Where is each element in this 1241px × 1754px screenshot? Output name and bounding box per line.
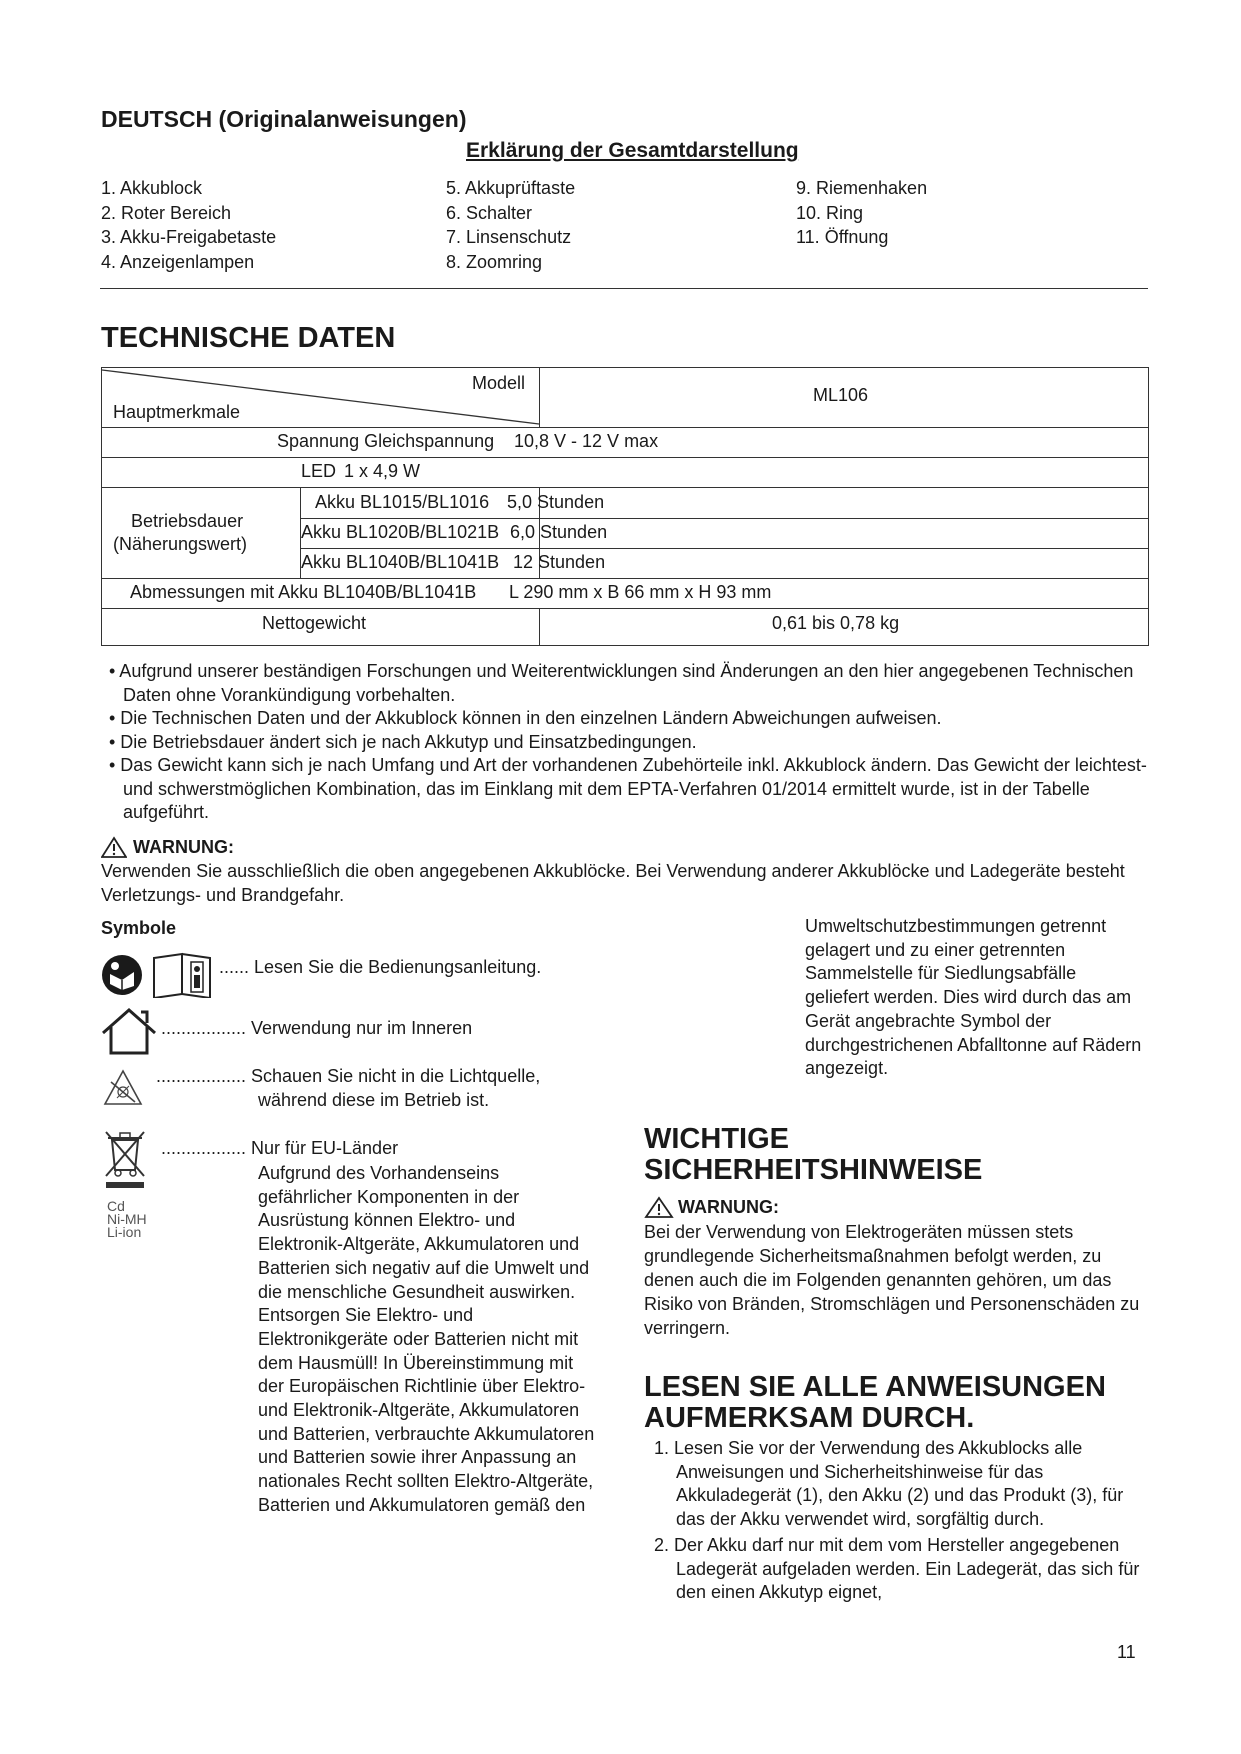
runtime-label-note: (Näherungswert) [113,534,248,554]
symbol-indoor-text: ................. Verwendung nur im Inneren [161,1018,473,1038]
read-title-line: LESEN SIE ALLE ANWEISUNGEN [644,1371,1106,1403]
part-item: 2. Roter Bereich [101,202,232,223]
page-number: 11 [1117,1642,1136,1662]
spec-notes [101,660,1151,825]
table-rule [102,608,1148,609]
part-item: 9. Riemenhaken [796,178,928,198]
weight-label: Nettogewicht [262,613,367,633]
table-rule [300,518,1148,519]
read-manual-icon [102,952,216,998]
warning-triangle-icon [101,836,127,858]
section-divider [100,288,1148,289]
runtime-value-1: 5,0 Stunden [507,492,605,512]
part-item [796,250,1006,275]
symbol-light-text: .................. Schauen Sie nicht in die Lichtquelle, [156,1066,541,1086]
safety-warning-text: Bei der Verwendung von Elektrogeräten müssen stets grundlegende Sicherheitsmaßnahmen befolgt werden, zu denen auch die im Folgenden genannten gehören, um das Risiko von Bränden, Stromschlägen und Personenschäden zu verringern. [644,1222,1140,1338]
part-item: 10. Ring [796,202,864,223]
read-title-line: AUFMERKSAM DURCH. [644,1402,975,1434]
battery-label: Ni-MH [107,1211,147,1227]
part-item: 1. Akkublock [101,178,203,198]
runtime-label: Betriebsdauer [131,511,244,531]
runtime-value-3: 12 Stunden [513,552,606,572]
runtime-value-2: 6,0 Stunden [510,522,608,542]
battery-row-1: Akku BL1015/BL1016 [315,492,490,512]
parts-list [101,176,1001,274]
part-item: 4. Anzeigenlampen [101,251,255,272]
list-item: 2. Der Akku darf nur mit dem vom Hersteller angegebenen Ladegerät aufgeladen werden. Ein Ladegerät, das sich für den einen Akkutyp eignet, [654,1534,1140,1603]
no-stare-light-icon [103,1068,143,1108]
part-item: 6. Schalter [446,202,533,223]
voltage-value: 10,8 V - 12 V max [514,431,659,451]
table-rule [102,487,1148,488]
model-value: ML106 [813,385,869,405]
table-rule [539,368,540,427]
symbol-manual-text: ...... Lesen Sie die Bedienungsanleitung. [219,957,542,977]
part-item: 3. Akku-Freigabetaste [101,227,277,247]
part-item: 11. Öffnung [796,227,889,247]
disposal-continuation: Umweltschutzbestimmungen getrennt gelagert und zu einer getrennten Sammelstelle für Siedlungsabfälle geliefert werden. Dies wird durch das am Gerät angebrachte Symbol der durchgestrichenen Abfalltonne auf Rädern angezeigt. [805,916,1142,1079]
table-rule [102,457,1148,458]
part-item: 7. Linsenschutz [446,227,572,247]
safety-title [644,1124,982,1186]
battery-label: Li-ion [107,1224,142,1240]
note-item: • Aufgrund unserer beständigen Forschungen und Weiterentwicklungen sind Änderungen an den hier angegebenen Technischen Daten ohne Vorankündigung vorbehalten. [109,661,1134,705]
part-item: 8. Zoomring [446,251,543,272]
instructions-list [644,1437,1144,1607]
warning-triangle-icon [644,1196,674,1218]
indoor-house-icon [101,1007,157,1055]
features-label: Hauptmerkmale [113,402,241,422]
list-item: 1. Lesen Sie vor der Verwendung des Akkublocks alle Anweisungen und Sicherheitshinweise für das Akkuladegerät (1), den Akku (2) und das Produkt (3), für das der Akku verwendet wird, sorgfältig durch. [654,1438,1124,1530]
safety-title-line: WICHTIGE [644,1123,789,1155]
battery-label: Cd [107,1198,125,1214]
voltage-label: Spannung Gleichspannung [277,431,495,451]
warning-text: Verwenden Sie ausschließlich die oben angegebenen Akkublöcke. Bei Verwendung anderer Akkublöcke und Ladegeräte besteht Verletzungs- und Brandgefahr. [101,861,1125,905]
table-rule [539,608,540,645]
note-item: • Das Gewicht kann sich je nach Umfang und Art der vorhandenen Zubehörteile inkl. Akkublock ändern. Das Gewicht der leichtest- und schwerstmöglichen Kombination, das im Einklang mit dem EPTA-Verfahren 01/2014 ermittelt wurde, ist in der Tabelle aufgeführt. [109,755,1147,822]
battery-row-2: Akku BL1020B/BL1021B [301,522,500,542]
safety-warning-heading [644,1196,779,1218]
table-rule [300,548,1148,549]
symbol-eu-text: ................. Nur für EU-Länder [161,1138,399,1158]
table-rule [102,578,1148,579]
overview-subtitle: Erklärung der Gesamtdarstellung [466,139,799,162]
safety-title-line: SICHERHEITSHINWEISE [644,1154,983,1186]
battery-row-3: Akku BL1040B/BL1041B [301,552,500,572]
spec-table [101,367,1149,646]
dimensions-value: L 290 mm x B 66 mm x H 93 mm [509,582,772,602]
read-instructions-title [644,1372,1106,1434]
symbols-title: Symbole [101,918,177,938]
table-rule [102,427,1148,428]
symbol-light-text-2: während diese im Betrieb ist. [258,1090,490,1110]
note-item: • Die Technischen Daten und der Akkublock können in den einzelnen Ländern Abweichungen aufweisen. [109,708,942,728]
led-label: LED [301,461,337,481]
weight-value: 0,61 bis 0,78 kg [772,613,900,633]
warning-label: WARNUNG: [133,836,234,857]
dimensions-label: Abmessungen mit Akku BL1040B/BL1041B [130,582,477,602]
battery-type-labels [107,1200,147,1239]
part-item: 5. Akkuprüftaste [446,178,576,198]
warning-label: WARNUNG: [678,1196,779,1217]
led-value: 1 x 4,9 W [344,461,421,481]
crossed-bin-icon [102,1128,148,1190]
eu-disposal-text: Aufgrund des Vorhandenseins gefährlicher Komponenten in der Ausrüstung können Elektro- und Elektronik-Altgeräte, Akkumulatoren und Batterien sich negativ auf die Umwelt und die menschliche Gesundheit auswirken. Entsorgen Sie Elektro- und Elektronikgeräte oder Batterien nicht mit dem Hausmüll! In Übereinstimmung mit der Europäischen Richtlinie über Elektro- und Elektronik-Altgeräte, Akkumulatoren und Batterien, verbrauchte Akkumulatoren und Batterien sowie ihrer Anpassung an nationales Recht sollten Elektro-Altgeräte, Batterien und Akkumulatoren gemäß den [258,1163,595,1515]
tech-data-title: TECHNISCHE DATEN [101,322,396,354]
model-label: Modell [472,373,526,393]
warning-heading [101,836,234,858]
note-item: • Die Betriebsdauer ändert sich je nach Akkutyp und Einsatzbedingungen. [109,731,697,752]
language-heading: DEUTSCH (Originalanweisungen) [101,106,467,132]
